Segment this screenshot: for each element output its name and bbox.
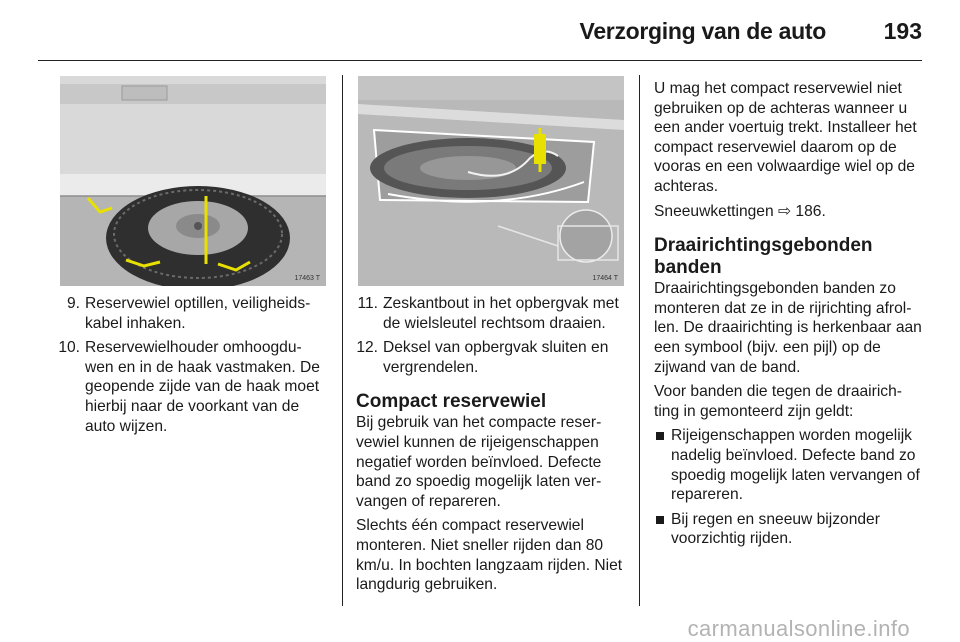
directional-tires-paragraph: Draairichtingsgebonden banden zo monteren dat ze in de rijrichting afrol-len. De draairichting is herkenbaar aan een symbool (bijv. een pijl) op de zijwand van de band. (654, 280, 922, 376)
wheel-carrier-illustration (358, 76, 624, 286)
column-right (654, 79, 926, 554)
bullet-icon (656, 432, 664, 440)
snow-chains-page[interactable]: 186. (795, 202, 826, 220)
column-middle (356, 294, 626, 600)
list-item-text: Bij regen en sneeuw bijzonder voorzichtig rijden. (671, 510, 880, 548)
watermark: carmanualsonline.info (687, 616, 910, 641)
step-text: Reservewielhouder omhoogdu-wen en in de haak vastmaken. De geopende zijde van de haak moet hierbij naar de voorkant van de auto wijzen. (85, 339, 320, 435)
step-item (58, 294, 328, 333)
step-text: Deksel van opbergvak sluiten en vergrendelen. (383, 339, 609, 376)
header-divider (38, 60, 922, 61)
wheel-carrier-drawing (358, 76, 624, 286)
column-divider-2 (639, 75, 640, 606)
compact-spare-paragraph-2: Slechts één compact reservewiel monteren. Niet sneller rijden dan 80 km/u. In bochten langzaam rijden. Niet langdurig gebruiken. (356, 517, 623, 594)
towing-paragraph: U mag het compact reservewiel niet gebruiken op de achteras wanneer u een ander voertuig trekt. Installeer het compact reservewiel daarom op de vooras en een volwaardige wiel op de achteras. (654, 80, 917, 195)
reverse-mounted-intro: Voor banden die tegen de draairich-ting in gemonteerd zijn geldt: (654, 383, 902, 420)
directional-tires-heading: Draairichtingsgebonden banden (654, 235, 873, 279)
step-item (58, 338, 328, 436)
step-number: 11. (357, 295, 378, 312)
column-divider-1 (342, 75, 343, 606)
step-text: Reservewiel optillen, veiligheids-kabel inhaken. (85, 295, 311, 332)
list-item (654, 426, 926, 504)
page-reference-arrow-icon: ⇨ (778, 202, 792, 220)
compact-spare-paragraph-1: Bij gebruik van het compacte reser-vewiel kunnen de rijeigenschappen negatief worden beïnvloed. Defecte band zo spoedig mogelijk laten ver-vangen of repareren. (356, 414, 602, 510)
snow-chains-reference (654, 202, 926, 222)
column-left (58, 294, 328, 441)
list-item-text: Rijeigenschappen worden mogelijk nadelig beïnvloed. Defecte band zo spoedig mogelijk laten vervangen of repareren. (671, 427, 920, 504)
step-number: 10. (58, 339, 80, 357)
step-number: 9. (66, 295, 80, 312)
compact-spare-heading: Compact reservewiel (356, 391, 547, 413)
step-text: Zeskantbout in het opbergvak met de wielsleutel rechtsom draaien. (383, 295, 619, 332)
figure-code-right: 17464 T (592, 275, 618, 282)
snow-chains-text: Sneeuwkettingen (654, 202, 774, 220)
step-number: 12. (356, 339, 378, 357)
page-title: Verzorging van de auto (579, 18, 826, 44)
bullet-icon (656, 516, 664, 524)
step-item (356, 294, 626, 333)
step-item (356, 338, 626, 377)
spare-wheel-illustration (60, 76, 326, 286)
spare-wheel-drawing (60, 76, 326, 286)
page-number: 193 (883, 18, 922, 44)
figure-code-left: 17463 T (294, 275, 320, 282)
list-item (654, 510, 926, 549)
